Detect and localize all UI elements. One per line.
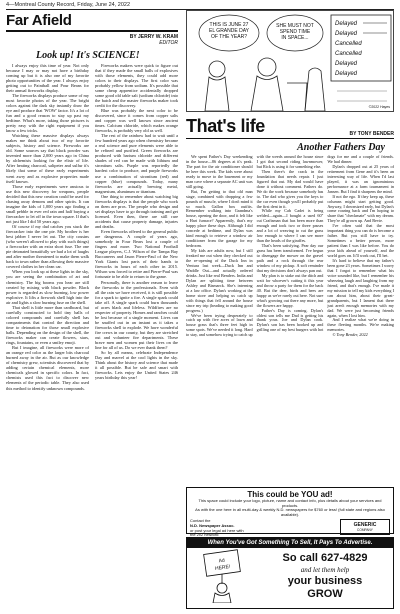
generic-logo	[340, 519, 390, 535]
cartoon-drawing	[187, 11, 394, 112]
paragraph: So by all means, celebrate Independence Day and marvel at the cool lights in the sky. Think about the history and science that made it all possible. But be safe and smart with fireworks. Lets enjoy the United States 246 years birthday this year!	[95, 350, 178, 381]
paragraph: It's hard to believe that my father's been gone 23 years. Sometimes I worry that I forgot to remember what his voice sounded like, but I remember his wheezing laugh and laughing from my friend, and that's enough. I've made it my mission to tell my kids everything I can about him, about their great-grandparents, but I lament that there just aren't enough memories with my dad. We were just becoming friends again, when I lost him.	[327, 258, 394, 318]
svg-text:HERE!: HERE!	[214, 563, 231, 572]
svg-text:EL GRANDE DAY: EL GRANDE DAY	[208, 28, 250, 34]
paragraph: Those early experiments were anxious to use this new discovery for weapons, people decided that this new creation could be used for chasing away demons and other spirits. It can imagine the kids of 1,000 years ago finding a small pebble in ever red rain and half buying a firecracker to let off in the town square. If that's not just like I did 50 years ago.	[6, 183, 89, 224]
svg-text:SPEND TIME: SPEND TIME	[279, 29, 311, 35]
contact-line: Contact the	[190, 518, 211, 524]
paragraph: We spent Father's Day weekending in the house—86 degrees at it's peak. The part for the air conditioner should be here this week. The kids were about ready to move to the basement or my man cave where a separate AC unit was still going.	[186, 155, 253, 189]
svg-text:IN SPACE...: IN SPACE...	[281, 35, 309, 41]
svg-text:SHE MUST NOT: SHE MUST NOT	[276, 23, 314, 29]
cartoon-credit: ©2022 Hayes	[368, 105, 390, 109]
ad-cartoon	[187, 548, 257, 603]
ad-subtext: This space could include your logo, picture, name and contact info, plus details about your services and products.	[198, 498, 382, 508]
logo-text: GENERIC	[353, 522, 377, 529]
column-title: Far Afield	[6, 12, 72, 29]
logo-subtext: COMPANY	[357, 528, 373, 533]
article-body	[6, 63, 178, 614]
byline: BY TONY BENDER	[349, 131, 394, 137]
ad-help: and let them help	[300, 566, 350, 574]
paragraph: The fireworks displays produce some of my most favorite photos of the year. The bright colors against the dark sky instantly draw the eye and produce that 'WOW' factor. It's a lot of fun and a good reason to stay up past my bedtime. What's more, taking those pictures is pretty easy with the right equipment if you know a few tricks.	[6, 92, 89, 134]
far-afield-column	[6, 12, 178, 614]
byline-role: EDITOR	[159, 39, 178, 46]
svg-text:Cancelled: Cancelled	[335, 51, 362, 57]
editorial-cartoon	[186, 10, 394, 112]
copyright: © Tony Bender, 2022	[332, 332, 368, 338]
column-rule	[6, 30, 178, 32]
paragraph: But I imagine, all fireworks were more of an orange red color as the larger bits charcoal burned away in the air. But as our knowledge of chemistry grew, scientists discovered that by adding certain chemical elements, more chemicals glowed in specific colors. In fact, chemists used this fact to discover new elements of the periodic table. They also used this method to identify unknown compounds.	[6, 345, 89, 391]
byline-name: BY JERRY W. KRAM	[129, 33, 178, 40]
paragraph: One thing to remember about watching big fireworks displays is that the people who work on them are pros. The people who design and set displays have to go through training and get licensed. Even then, there are still rare accidents that cause property damage, injuries and deaths.	[95, 193, 178, 229]
paragraph: My plan is to stake out the ditch and wait for whoever's cutting it this year and throw a party for them for the back 40. But the deer, birds and bees are happy as we're rarely out here. Not sure what's growing out there any more, but the flowers are happy.	[256, 272, 324, 308]
thats-life-column	[186, 116, 394, 505]
paragraph: Watching these massive displays always makes me think about two of my favorite subjects, history and science. Fireworks are old. Some sources say that black powder was invented more than 2,000 years ago in China by alchemists looking for the elixir of life. After heating charcoal, saltpeter and sulfur it's likely that some of these early experiments went awry and as explosive properties made itself known.	[6, 133, 89, 184]
svg-text:Delayed: Delayed	[335, 21, 358, 27]
article-headline: Look up! It's SCIENCE!	[36, 49, 140, 61]
paragraph: I always enjoy this time of year. Not only because I may or may not have a birthday coming up but it is also one of my favorite photo opportunities of the year. I always enjoy getting out to Paintball and Pour Beans for their annual fireworks display.	[6, 62, 89, 93]
ad-subtext-2: As with the one here in all multi-day & weekly N.D. newspapers for $760 or less! (full state and regions also available).	[195, 507, 385, 517]
svg-text:OF THE YEAR?: OF THE YEAR?	[211, 34, 247, 40]
paragraph: That's been satisfying. Pear day our grass has been transformed. I've begun to disengage the mower on the gravel path and a rock through the rear window of my pickup. A soft reminder that my decisions don't always pan out.	[256, 243, 324, 273]
ad-cartoon-drawing	[187, 548, 257, 603]
paragraph: Then there's the crack in the foundation that needs repair. I just figured that out. My dad would have done it without comment. Fathers do. We do the work because somebody has to. The dad who gives you the keys to the car even though you'll probably put the first dent in it.	[256, 168, 324, 209]
paragraph: Fireworks makers were quick to figure out that if they made the small balls of explosives with those elements, they could add more colors to their displays. The first color was probably yellow from sodium. It's possible that some cheap apprentice accidentally dropped some good old table salt (sodium chloride) into the batch and the master fireworks maker took credit for the discovery.	[95, 62, 178, 108]
ad-headline: This could be YOU ad!	[247, 490, 333, 499]
svg-text:Delayed: Delayed	[335, 31, 358, 37]
svg-text:THIS IS JUNE 27: THIS IS JUNE 27	[209, 22, 249, 28]
paragraph: Personally, there is another reason to leave the fireworks to the professionals. Even with all the rain we have received, it is still possible for a spark to ignite a fire. A single spark could take off. A single spark could burn thousands of acres black and lifeless. Wildfires are no respecter of property. Homes and ranches could be lost because of a single moment. Lives can be snuffed out in an instant as it takes a fireworks shell to explode. We have wonderful fire crews in our county, but they are stretched out and volunteer fire departments. These brave men and women put their lives on the line for all of us. Do we ever thank them?	[95, 279, 178, 351]
paragraph: Dylan's dropped out at 25 years of retirement from Gene and it's been an interesting way of life. When I'd last played, it was an ignominious performance at a farm tournament in Jansen. But I find it sharpens the mind.	[327, 163, 394, 194]
paragraph: If not the ego. If they keep up, these columns might start getting good. Anyway, I downsized early, but Dylan's come roaring back and I'm hoping to share that "checkmate" with my dream. They're all grown up. And Bevie.	[327, 193, 394, 224]
paragraph: When you look up at these lights in the sky, you are seeing the combination of art and chemistry. The big booms you hear are still created by mixing with black powder. Black power is regarded as slow burning, low power explosive. It lifts a firework shell high into the air and lights a slow burning fuse on the shell.	[6, 269, 89, 305]
house-ad	[186, 537, 394, 609]
paragraph: And I realize what we're doing in these fleeting months. We're making memories.	[327, 317, 394, 333]
paragraph: Even fireworks offered to the general public are dangerous. A couple of years ago, somebody in Four Bears lost a couple of fingers and more. Two National Football League players, C.J. Wilson of the Tampa Bay Buccaneers and Jason Pierre-Paul of the New York Giants lost parts of their hands to fireworks in hours of each other in 2015. Wilson was forced to retire and Pierre-Paul was fortunate to be able to return to the game.	[95, 229, 178, 280]
paragraph: My kids are adults now, but I still freaked me out when they checked out the re-opening of the Duck Inn in Ventura last week—Duck Inn and Waddle Out—and actually ordered drinks. Just like real Benders. India and Dylan are splitting time between Ashley and Bismarck. She's interning at a law office. Dylan's working at the home store and helping us catch up with things that fell around the house since my trip (heading to making good progress.)	[186, 248, 253, 313]
contact-line: or post your legal ad here with	[190, 527, 244, 533]
column-header	[186, 116, 394, 139]
paragraph: I've often said that the most important thing you can do is become a father. But you still have to try. Sometimes a better person, more patient than I was like before. You do your kids ahead of yourself, and the world goes on. It'll work out, I'll bet.	[327, 223, 394, 259]
masthead: 4—Montreal County Record, Friday, June 24, 2022	[6, 2, 394, 10]
paragraph: Father's Day is coming. Dylan's oldest son tells me Dad is getting his thank yous. Joe and Dylan cook. Dylan's son has been hooked up and grilling one of my best burgers with hot dogs for me and a couple of friends. We had dinner.	[256, 155, 394, 333]
paragraph: While my Cab Cadet is being welded—again—I bought a used 60" cut Craftsman that has been more than enough and took two or three passes and a lot of weaving to cut the grass low enough to where I can see more than the heads of the giraffes.	[256, 208, 324, 244]
contact-line: the 2x2 network:	[190, 532, 220, 538]
article-headline: Another Fathers Day	[297, 142, 385, 153]
ad-business: your business	[287, 575, 363, 587]
paragraph: But, I'm getting to that old man stage, combined with dropping a few pounds of muscle, where I don't mind it so much. Gallon box outfits. Remember walking into Grandma's house, opening the door, and it felt like a Hart furnace? Apparently, that's my happy place these days. Although I did concede at bedtime, and Dylan was kind enough to retrieve a window air conditioner from the garage for my bedroom.	[186, 188, 253, 249]
ad-call: So call 627-4829	[282, 552, 368, 564]
classified-ad	[186, 487, 394, 538]
svg-text:Ad: Ad	[218, 557, 226, 565]
article-body	[186, 155, 394, 505]
ad-grow: GROW	[307, 588, 343, 600]
paragraph: Blue was probably the next color to be discovered, since it comes from copper salts and copper was well known since ancient times. Calcium chloride, which makes orange fireworks, is probably very old as well.	[95, 107, 178, 134]
paragraph: We've been trying desperately to catch up with five acres of lawn and house grass that's three feet high in some spots. We've needed it long. Hard to stay, and somehow trying to catch up with the weeds around the house since I got that second riding lawnmower, but Rick is using it for something else.	[186, 155, 324, 338]
byline	[6, 34, 178, 46]
svg-text:Cancelled: Cancelled	[335, 41, 362, 47]
paragraph: That shell is little more than cardboard, but carefully constructed to hold tiny balls of colored compounds and carefully shell has compartments that control the direction and time to detonation for those small explosive balls. Depending on the design of the shell, the fireworks maker can create flowers, stars, rings, fountains, or even a smiley emoji.	[6, 304, 89, 346]
paragraph: The rest of the rainbow had to wait until a few hundred years ago when chemistry became a real science and pure elements were able to be refined and purified. Green fireworks are produced with barium chloride and different shades of red can be made with lithium and strontium salts. Purple was reportedly the hardest color to produce, and purple fireworks use a combination of strontium (red) and copper (blue) compounds. Today, many fireworks are actually brewing metal, magnesium, aluminum or titanium.	[95, 133, 178, 194]
column-title: That's life	[186, 116, 265, 136]
contact-line: N.D. Newspaper Assoc.	[190, 522, 235, 528]
svg-text:Delayed: Delayed	[335, 61, 358, 67]
paragraph: Of course if my dad catches you stuck the firecracker into the one pie. My brother is her best jabber I never let out. The city cousins (who weren't allowed to play with such things) a firecracker with an extra short fuse. The one pie detonated beautifully we had a lot of laughs and after mother threatened to make them walk back to town rather than allowing their massive covered clothes in her clean car.	[6, 224, 89, 270]
ad-banner: When You've Got Something To Sell, It Pays To Advertise.	[187, 538, 393, 548]
svg-text:Delayed: Delayed	[335, 71, 358, 77]
